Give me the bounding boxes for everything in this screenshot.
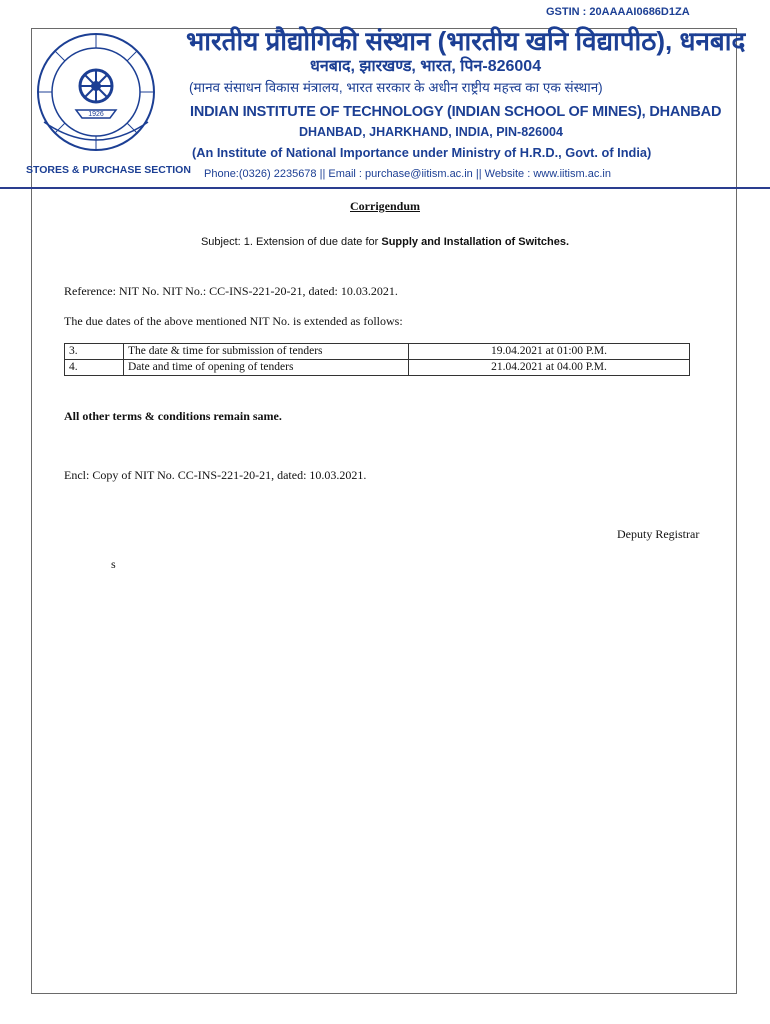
document-heading: Corrigendum — [350, 199, 420, 213]
row-value: 19.04.2021 at 01:00 P.M. — [409, 344, 690, 360]
subject-bold: Supply and Installation of Switches — [381, 236, 566, 248]
terms-line: All other terms & conditions remain same. — [64, 409, 282, 423]
table-row — [65, 344, 690, 360]
institute-seal-icon — [30, 26, 162, 158]
intro-line: The due dates of the above mentioned NIT No. is extended as follows: — [64, 314, 403, 328]
row-item: Date and time of opening of tenders — [124, 360, 409, 376]
table-row — [65, 360, 690, 376]
row-item: The date & time for submission of tenders — [124, 344, 409, 360]
gstin: GSTIN : 20AAAAI0686D1ZA — [546, 6, 690, 18]
signatory: Deputy Registrar — [617, 527, 700, 541]
institute-subtitle: (An Institute of National Importance under Ministry of H.R.D., Govt. of India) — [192, 145, 652, 160]
hindi-subtitle: (मानव संसाधन विकास मंत्रालय, भारत सरकार के अधीन राष्ट्रीय महत्त्व का एक संस्थान) — [189, 80, 603, 95]
hindi-address: धनबाद, झारखण्ड, भारत, पिन-826004 — [310, 58, 542, 75]
institute-address: DHANBAD, JHARKHAND, INDIA, PIN-826004 — [299, 125, 563, 139]
reference-line: Reference: NIT No. NIT No.: CC-INS-221-20-21, dated: 10.03.2021. — [64, 284, 398, 298]
row-value: 21.04.2021 at 04.00 P.M. — [409, 360, 690, 376]
section-label: STORES & PURCHASE SECTION — [26, 164, 191, 176]
subject-line — [0, 236, 770, 248]
schedule-table — [64, 343, 690, 376]
enclosure-line: Encl: Copy of NIT No. CC-INS-221-20-21, dated: 10.03.2021. — [64, 468, 367, 482]
header-rule — [0, 187, 770, 189]
subject-suffix: . — [565, 236, 570, 248]
contact-line: Phone:(0326) 2235678 || Email : purchase@iitism.ac.in || Website : www.iitism.ac.in — [204, 168, 611, 180]
subject-prefix: Subject: 1. Extension of due date for — [200, 236, 382, 248]
row-serial: 3. — [65, 344, 124, 360]
institute-name: INDIAN INSTITUTE OF TECHNOLOGY (INDIAN SCHOOL OF MINES), DHANBAD — [190, 104, 722, 120]
row-serial: 4. — [65, 360, 124, 376]
hindi-title: भारतीय प्रौद्योगिकी संस्थान (भारतीय खनि विद्यापीठ), धनबाद — [186, 26, 746, 56]
stray-mark: s — [111, 557, 116, 571]
seal-year: 1926 — [88, 111, 104, 118]
